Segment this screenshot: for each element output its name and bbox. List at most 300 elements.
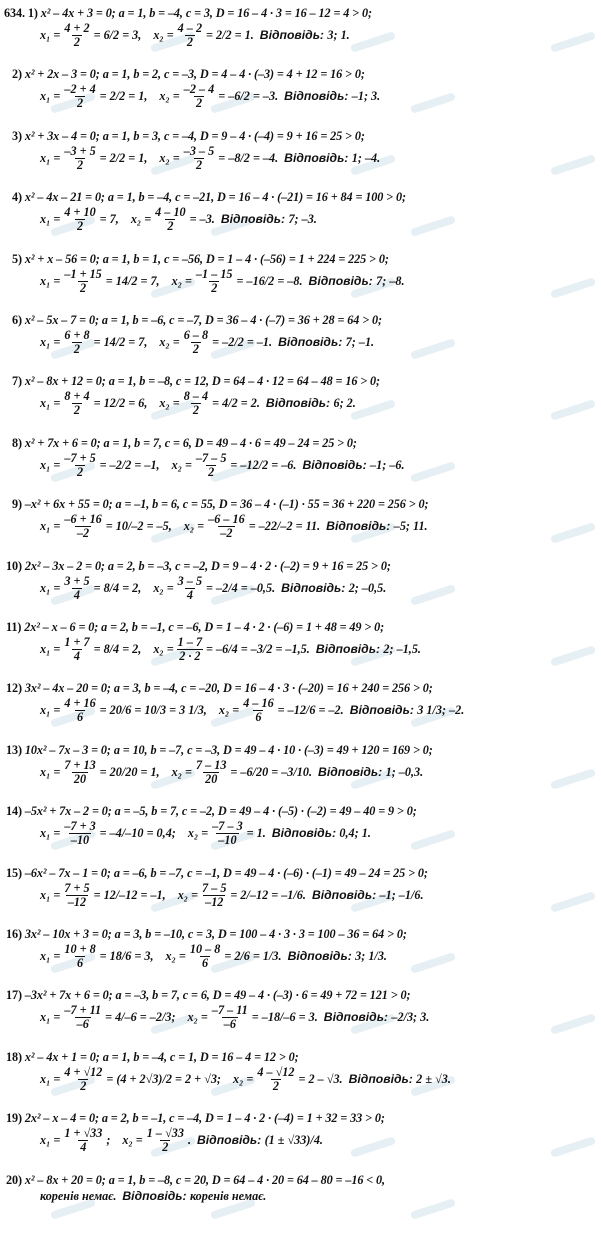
problem-block: [0, 620, 601, 678]
equation-line: [12, 252, 389, 267]
equation-line: [6, 559, 391, 574]
equation-text: 3x² – 10x + 3 = 0; a = 3, b = –10, c = 3, D = 100 – 4 · 3 · 3 = 100 – 36 = 64 > 0;: [24, 927, 407, 941]
item-number: 7): [12, 374, 25, 389]
fraction-numerator: 7 + 5: [64, 880, 90, 895]
fraction-denominator: 2: [208, 464, 215, 479]
answer-label: Відповідь:: [348, 1071, 417, 1086]
problem-block: [0, 67, 601, 125]
equation-text: –3x² + 7x + 6 = 0; a = –3, b = 7, c = 6, D = 49 – 4 · (–3) · 6 = 49 + 72 = 121 > 0;: [24, 988, 411, 1003]
problem-block: [0, 252, 601, 310]
root-label: x₁ =: [40, 28, 61, 42]
fraction: [62, 759, 97, 786]
fraction: [182, 390, 210, 417]
root-expression: [40, 1004, 176, 1031]
root-label: x₁ =: [40, 273, 61, 288]
item-number: 1): [27, 6, 41, 20]
root-expression: [188, 820, 266, 847]
fraction-denominator: 2: [73, 35, 80, 49]
root-expression: [159, 329, 272, 356]
fraction-numerator: 3 – 5: [177, 573, 203, 588]
problem-block: [0, 497, 601, 555]
fraction-denominator: –6: [223, 1017, 236, 1032]
equation-line: [12, 129, 365, 144]
fraction-denominator: 20: [73, 771, 87, 786]
fraction-denominator: 20: [205, 771, 218, 786]
root-expression: [40, 390, 147, 417]
root-result: = –2/4 = –0,5.: [206, 580, 276, 595]
root-label: x₁ =: [40, 519, 61, 534]
fraction: [62, 268, 103, 295]
fraction: [62, 513, 103, 540]
root-expression: [159, 83, 278, 110]
fraction: [182, 83, 216, 110]
root-result: = 8/4 = 2,: [93, 580, 142, 595]
answer: [309, 274, 405, 289]
root-result: = 2/2 = 1,: [99, 150, 148, 165]
answer-value: 2; –0,5.: [348, 580, 387, 595]
fraction: [62, 820, 97, 847]
fraction: [145, 1127, 186, 1154]
fraction-denominator: –2: [76, 526, 90, 541]
root-label: x₂ =: [153, 642, 174, 656]
equation-text: 10x² – 7x – 3 = 0; a = 10, b = –7, c = –3, D = 49 – 4 · 10 · (–3) = 49 + 120 = 169 > 0;: [24, 742, 433, 757]
fraction-denominator: 2: [73, 403, 80, 418]
root-expression: [40, 1127, 110, 1154]
equation-line: [6, 1173, 385, 1188]
answer: [278, 335, 374, 350]
root-label: x₂ =: [171, 273, 192, 288]
item-number: 4): [12, 190, 25, 205]
solution-line: [40, 759, 423, 786]
answer-value: –5; 11.: [393, 519, 428, 534]
fraction-numerator: –1 + 15: [64, 266, 102, 281]
root-label: x₁ =: [40, 335, 61, 349]
answer-label: Відповідь:: [122, 1188, 190, 1203]
root-expression: [40, 697, 207, 724]
fraction: [255, 1066, 296, 1093]
problem-block: [0, 866, 601, 924]
fraction-denominator: 2: [195, 96, 203, 111]
root-result: = 2/2 = 1.: [206, 28, 254, 42]
root-label: x₁ =: [40, 949, 61, 963]
fraction: [153, 206, 187, 233]
root-label: x₂ =: [187, 826, 209, 841]
root-result: = 18/6 = 3,: [99, 949, 154, 963]
root-expression: [153, 22, 253, 49]
root-result: = 4/2 = 2.: [212, 396, 260, 411]
item-number: 17): [6, 988, 25, 1003]
equation-line: [6, 927, 407, 942]
root-expression: [188, 1004, 318, 1031]
root-label: x₁ =: [40, 887, 61, 902]
root-label: x₂ =: [153, 28, 174, 42]
root-expression: [40, 513, 172, 540]
fraction-denominator: 2: [76, 157, 84, 172]
solution-line: [40, 882, 424, 909]
root-expression: [166, 943, 282, 970]
fraction-numerator: –7 – 11: [211, 1003, 248, 1018]
problem-block: [0, 436, 601, 494]
equation-text: x² – 5x – 7 = 0; a = 1, b = –6, c = –7, D = 36 – 4 · (–7) = 36 + 28 = 64 > 0;: [24, 313, 382, 327]
root-label: x₁ =: [40, 396, 61, 411]
problem-block: [0, 129, 601, 187]
answer: [288, 949, 387, 964]
fraction-numerator: –2 – 4: [183, 82, 215, 97]
solution-line: [40, 697, 464, 724]
root-expression: [40, 882, 166, 909]
fraction-denominator: 2: [80, 280, 87, 295]
root-result: = 6/2 = 3,: [93, 28, 142, 42]
fraction-denominator: 4: [73, 649, 80, 663]
item-number: 9): [12, 497, 25, 512]
equation-text: x² – 8x + 20 = 0; a = 1, b = –8, c = 20, D = 64 – 4 · 20 = 64 – 80 = –16 < 0,: [24, 1172, 385, 1187]
equation-text: x² + x – 56 = 0; a = 1, b = 1, c = –56, D = 1 – 4 · (–56) = 1 + 224 = 225 > 0;: [24, 251, 389, 266]
fraction: [241, 697, 275, 724]
fraction-numerator: 6 + 8: [64, 328, 90, 342]
root-result: = 12/2 = 6,: [93, 396, 148, 411]
root-label: x₁ =: [40, 212, 61, 227]
fraction-denominator: –6: [76, 1017, 89, 1032]
answer-value: 3; 1/3.: [355, 949, 387, 963]
fraction-numerator: 1 – √33: [146, 1126, 184, 1141]
root-label: x₁ =: [40, 89, 61, 104]
fraction: [62, 575, 91, 602]
solution-line: [40, 329, 374, 356]
equation-text: –5x² + 7x – 2 = 0; a = –5, b = 7, c = –2, D = 49 – 4 · (–5) · (–2) = 49 – 40 = 9 > 0;: [24, 804, 417, 819]
problem-block: [0, 988, 601, 1046]
equation-text: 2x² – 3x – 2 = 0; a = 2, b = –3, c = –2, D = 9 – 4 · 2 · (–2) = 9 + 16 = 25 > 0;: [24, 558, 391, 573]
root-result: = –12/6 = –2.: [277, 703, 344, 718]
answer: [318, 765, 423, 780]
fraction-numerator: 1 + √33: [64, 1126, 103, 1141]
fraction: [62, 329, 91, 356]
solution-line: [40, 820, 371, 847]
root-expression: [131, 206, 215, 233]
root-expression: [40, 145, 147, 172]
fraction: [62, 1004, 103, 1031]
root-result: = –18/–6 = 3.: [251, 1010, 318, 1025]
root-expression: [40, 820, 176, 847]
root-label: x₂ =: [159, 396, 180, 411]
root-expression: [219, 697, 344, 724]
answer-value: 3; 1.: [327, 28, 350, 42]
answer-value: 6; 2.: [333, 396, 356, 411]
answer: [326, 519, 427, 534]
root-label: x₁ =: [40, 457, 61, 472]
answer-label: Відповідь:: [318, 764, 386, 779]
equation-text: x² – 8x + 12 = 0; a = 1, b = –8, c = 12, D = 64 – 4 · 12 = 64 – 48 = 16 > 0;: [24, 374, 381, 389]
answer: [221, 212, 317, 227]
problem-block: [0, 743, 601, 801]
fraction-numerator: 4 – 16: [243, 696, 274, 711]
fraction-numerator: 3 + 5: [64, 573, 90, 588]
root-expression: [172, 268, 303, 295]
problem-block: [0, 681, 601, 739]
answer-value: коренів немає.: [189, 1188, 267, 1203]
root-expression: [159, 390, 259, 417]
root-expression: [40, 636, 141, 663]
root-result: = –2/2 = –1.: [212, 335, 273, 349]
root-expression: [153, 636, 310, 663]
equation-text: x² + 3x – 4 = 0; a = 1, b = 3, c = –4, D = 9 – 4 · (–4) = 9 + 16 = 25 > 0;: [24, 128, 365, 143]
answer-value: –1; 3.: [351, 89, 381, 104]
fraction-denominator: –10: [70, 833, 90, 848]
root-expression: [40, 206, 119, 233]
answer-value: 7; –1.: [345, 335, 375, 349]
answer-value: 7; –3.: [288, 212, 317, 227]
answer-label: Відповідь:: [265, 396, 334, 411]
fraction-numerator: 1 – 7: [177, 635, 203, 649]
problem-block: [0, 190, 601, 248]
root-result: = –6/4 = –3/2 = –1,5.: [206, 642, 310, 656]
fraction: [62, 882, 91, 909]
fraction-numerator: 8 – 4: [183, 389, 209, 404]
root-label: x₂ =: [177, 887, 199, 902]
problem-block: [0, 1173, 601, 1231]
equation-text: x² – 4x + 1 = 0; a = 1, b = –4, c = 1, D = 16 – 4 = 12 > 0;: [24, 1049, 299, 1064]
problem-block: [0, 374, 601, 432]
problem-block: [0, 927, 601, 985]
equation-text: 2x² – x – 6 = 0; a = 2, b = –1, c = –6, D = 1 – 4 · 2 · (–6) = 1 + 48 = 49 > 0;: [24, 620, 385, 634]
solution-line: [40, 943, 387, 970]
item-number: 8): [12, 435, 25, 450]
answer-value: 7; –8.: [376, 273, 405, 288]
root-label: x₂ =: [183, 519, 205, 534]
root-label: x₁ =: [40, 1133, 61, 1148]
root-label: x₂ =: [159, 150, 180, 165]
fraction-denominator: 2: [211, 280, 218, 295]
fraction: [62, 452, 97, 479]
fraction-numerator: 7 – 13: [195, 757, 227, 772]
item-number: 20): [6, 1172, 25, 1187]
solution-line: [40, 268, 405, 295]
fraction: [62, 697, 97, 724]
equation-line: [12, 374, 380, 389]
root-expression: [40, 1066, 221, 1093]
answer-label: Відповідь:: [196, 1133, 265, 1148]
fraction-numerator: 4 + 16: [64, 696, 96, 711]
root-label: x₁ =: [40, 703, 61, 718]
root-expression: [40, 943, 154, 970]
fraction-numerator: 6 – 8: [183, 328, 209, 342]
answer: [302, 458, 404, 473]
fraction-denominator: 2 · 2: [179, 649, 201, 663]
equation-line: [6, 804, 417, 819]
solution-line: [40, 1189, 266, 1204]
equation-line: [12, 436, 357, 451]
root-label: x₁ =: [40, 1071, 61, 1086]
root-result: = 4/–6 = –2/3;: [105, 1010, 176, 1025]
fraction: [188, 943, 222, 970]
fraction-denominator: 6: [202, 956, 209, 970]
item-number: 6): [12, 313, 25, 327]
answer-label: Відповідь:: [281, 580, 349, 595]
answer-value: –1; –1/6.: [379, 887, 424, 902]
answer-label: Відповідь:: [308, 273, 377, 288]
answer-label: Відповідь:: [284, 89, 352, 104]
equation-line: [4, 6, 372, 21]
fraction-numerator: 10 + 8: [64, 942, 96, 956]
root-result: = 14/2 = 7,: [93, 335, 148, 349]
root-expression: [40, 575, 141, 602]
answer-label: Відповідь:: [287, 949, 356, 963]
fraction-numerator: 7 + 13: [64, 757, 96, 772]
root-label: x₂ =: [122, 1133, 143, 1148]
root-label: x₂ =: [232, 1071, 254, 1086]
fraction: [176, 636, 204, 663]
fraction-numerator: –6 + 16: [64, 512, 102, 527]
root-result: = 7,: [99, 212, 119, 227]
fraction-denominator: 4: [73, 587, 80, 602]
root-expression: [172, 452, 297, 479]
root-result: .: [187, 1133, 191, 1148]
fraction-denominator: –10: [218, 833, 237, 848]
equation-line: [6, 743, 433, 758]
root-result: = 10/–2 = –5,: [105, 519, 172, 534]
solution-line: [40, 390, 356, 417]
root-label: x₂ =: [218, 703, 240, 718]
equation-line: [6, 988, 410, 1003]
root-result: = 12/–12 = –1,: [93, 887, 166, 902]
answer-value: 1; –0,3.: [385, 764, 424, 779]
equation-line: [6, 1111, 385, 1126]
fraction: [210, 1004, 250, 1031]
fraction: [194, 759, 228, 786]
fraction-denominator: 2: [272, 1078, 279, 1093]
answer: [349, 1072, 451, 1087]
answer-label: Відповідь:: [326, 519, 394, 534]
fraction-denominator: –2: [220, 526, 233, 541]
fraction-numerator: 4 – 10: [155, 205, 186, 220]
root-label: x₂ =: [187, 1010, 208, 1025]
fraction: [182, 145, 216, 172]
fraction-numerator: –7 + 11: [64, 1003, 102, 1018]
fraction-numerator: 4 – √12: [257, 1064, 295, 1079]
equation-text: 3x² – 4x – 20 = 0; a = 3, b = –4, c = –20, D = 16 – 4 · 3 · (–20) = 16 + 240 = 256 > 0;: [24, 681, 433, 696]
answer-label: Відповідь:: [284, 150, 352, 165]
root-label: x₂ =: [153, 580, 174, 595]
fraction: [194, 452, 228, 479]
fraction-denominator: –12: [67, 894, 87, 909]
equation-line: [12, 190, 406, 205]
fraction-denominator: 2: [192, 403, 199, 418]
fraction-denominator: 6: [76, 710, 84, 725]
fraction-denominator: 6: [76, 956, 84, 970]
root-result: = –12/2 = –6.: [230, 457, 297, 472]
fraction: [62, 22, 91, 49]
item-number: 11): [6, 620, 25, 634]
fraction: [62, 145, 97, 172]
problem-block: [0, 1050, 601, 1108]
root-result: = 2/–12 = –1/6.: [230, 887, 306, 902]
equation-text: –x² + 6x + 55 = 0; a = –1, b = 6, c = 55, D = 36 – 4 · (–1) · 55 = 36 + 220 = 256 > 0;: [24, 497, 429, 512]
root-expression: [40, 83, 147, 110]
root-result: = 20/20 = 1,: [99, 764, 160, 779]
root-expression: [40, 329, 147, 356]
root-result: = 14/2 = 7,: [105, 273, 160, 288]
fraction-numerator: –7 + 3: [64, 819, 96, 834]
answer-label: Відповідь:: [302, 457, 371, 472]
item-number: 3): [12, 128, 25, 143]
fraction: [62, 206, 97, 233]
answer-value: –2/3; 3.: [391, 1010, 430, 1025]
answer: [284, 89, 380, 104]
fraction-numerator: –1 – 15: [195, 266, 233, 281]
root-result: = –4/–10 = 0,4;: [99, 826, 176, 841]
item-number: 19): [6, 1111, 25, 1126]
root-expression: [184, 513, 320, 540]
fraction: [62, 636, 91, 663]
answer: [122, 1189, 266, 1204]
root-label: x₂ =: [165, 949, 186, 963]
equation-text: –6x² – 7x – 1 = 0; a = –6, b = –7, c = –1, D = 49 – 4 · (–6) · (–1) = 49 – 24 = 25 > 0;: [24, 865, 428, 880]
equation-line: [12, 313, 382, 328]
item-number: 12): [6, 681, 25, 696]
item-number: 14): [6, 804, 25, 819]
fraction-denominator: 4: [186, 587, 193, 602]
answer-label: Відповідь:: [220, 212, 289, 227]
root-expression: [40, 22, 141, 49]
answer-value: 1; –4.: [351, 150, 381, 165]
fraction-numerator: 4 + 2: [64, 21, 90, 35]
root-result: = –6/2 = –3.: [218, 89, 279, 104]
item-number: 18): [6, 1049, 25, 1064]
root-expression: [178, 882, 306, 909]
root-label: x₂ =: [171, 457, 192, 472]
item-number: 16): [6, 927, 25, 941]
root-expression: [40, 268, 160, 295]
answer-value: 0,4; 1.: [339, 826, 371, 841]
solution-line: [40, 636, 421, 663]
exercise-number: 634.: [4, 6, 28, 20]
solution-line: [40, 145, 380, 172]
solution-line: [40, 1004, 429, 1031]
answer-label: Відповідь:: [311, 887, 380, 902]
fraction-denominator: –12: [205, 894, 224, 909]
fraction-numerator: 4 + 10: [64, 205, 96, 220]
answer: [312, 888, 424, 903]
problem-block: [0, 1111, 601, 1169]
fraction-numerator: –7 – 3: [212, 819, 243, 834]
equation-text: 2x² – x – 4 = 0; a = 2, b = –1, c = –4, D = 1 – 4 · 2 · (–4) = 1 + 32 = 33 > 0;: [24, 1111, 385, 1126]
root-result: = 1.: [246, 826, 266, 841]
root-result: = 20/6 = 10/3 = 3 1/3,: [99, 703, 207, 718]
equation-line: [6, 681, 433, 696]
root-label: x₂ =: [171, 764, 192, 779]
fraction: [182, 329, 210, 356]
answer-value: 2; –1,5.: [383, 642, 421, 656]
fraction-denominator: 2: [76, 219, 84, 234]
equation-line: [6, 1050, 299, 1065]
fraction-denominator: 2: [80, 1078, 87, 1093]
answer-label: Відповідь:: [271, 826, 340, 841]
fraction-numerator: –3 + 5: [64, 143, 96, 158]
fraction-numerator: 4 + √12: [64, 1064, 103, 1079]
problem-block: [0, 6, 601, 64]
root-result: = (4 + 2√3)/2 = 2 + √3;: [106, 1071, 221, 1086]
root-result: = –8/2 = –4.: [218, 150, 279, 165]
fraction-denominator: 2: [195, 157, 203, 172]
equation-line: [6, 620, 384, 635]
equation-text: x² + 7x + 6 = 0; a = 1, b = 7, c = 6, D = 49 – 4 · 6 = 49 – 24 = 25 > 0;: [24, 435, 357, 450]
solution-line: [40, 1066, 451, 1093]
answer: [272, 826, 371, 841]
fraction-denominator: 2: [162, 1140, 169, 1155]
fraction-numerator: 1 + 7: [64, 635, 90, 649]
answer: [197, 1133, 323, 1148]
fraction: [62, 943, 97, 970]
root-expression: [153, 575, 275, 602]
